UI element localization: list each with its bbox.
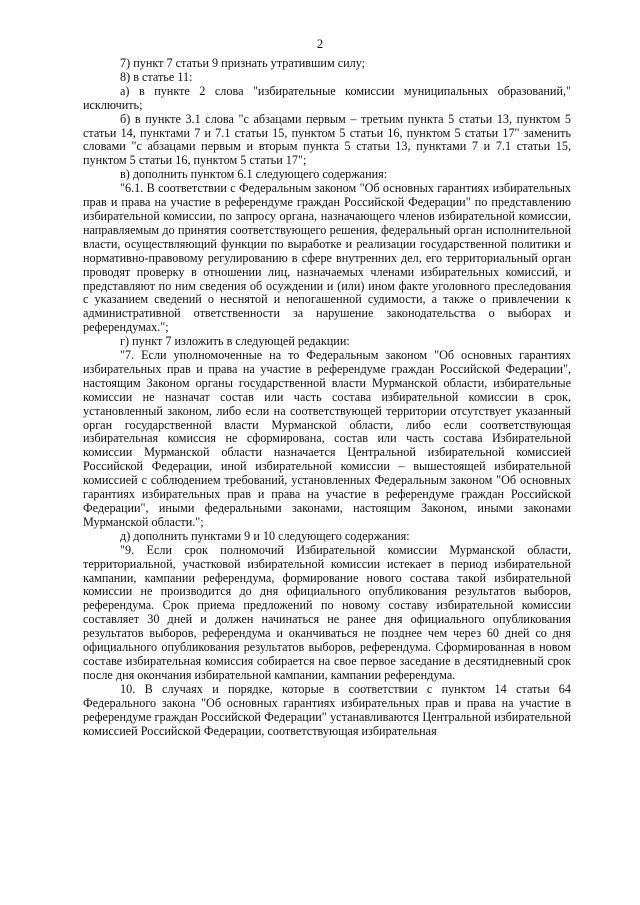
paragraph: д) дополнить пунктами 9 и 10 следующего содержания:: [120, 528, 410, 543]
paragraph: "7. Если уполномоченные на то Федеральным законом "Об основных гарантиях избирательных прав и права на участие в референдуме граждан Российской Федерации", настоящим Законом органы государственной власти Мурманской области, избирательные комиссии не назначат состав или часть состава избирательной комиссии в срок, установленный законом, либо если на соответствующей территории отсутствует указанный орган государственной власти Мурманской области, либо если соответствующая избирательная комиссия не сформирована, состав или часть состава Избирательной комиссии Мурманской области назначается Центральной избирательной комиссией Российской Федерации, иной избирательной комиссии – вышестоящей избирательной комиссией с соблюдением требований, установленных Федеральным законом "Об основных гарантиях избирательных прав и права на участие в референдуме граждан Российской Федерации", иными федеральными законами, настоящим Законом, иными законами Мурманской области.";: [83, 348, 571, 529]
paragraph: "6.1. В соответствии с Федеральным законом "Об основных гарантиях избирательных прав и права на участие в референдуме граждан Российской Федерации" по представлению избирательной комиссии, по запросу органа, назначающего членов избирательной комиссии, направляемым до принятия соответствующего решения, федеральный орган исполнительной власти, осуществляющий функции по выработке и реализации государственной политики и нормативно-правовому регулированию в сфере внутренних дел, его территориальный орган проводят проверку в отношении лиц, назначаемых членами избирательных комиссий, и представляют по ним сведения об осуждении и (или) ином факте уголовного преследования с указанием сведений о неснятой и непогашенной судимости, а также о привлечении к административной ответственности за нарушение законодательства о выборах и референдумах.";: [83, 181, 571, 335]
paragraph: 10. В случаях и порядке, которые в соответствии с пунктом 14 статьи 64 Федерального закона "Об основных гарантиях избирательных прав и права на участие в референдуме граждан Российской Федерации" устанавливаются Центральной избирательной комиссией Российской Федерации, соответствующая избирательная: [83, 681, 571, 738]
page-number: 2: [316, 37, 324, 51]
paragraph: 7) пункт 7 статьи 9 признать утратившим силу;: [120, 56, 366, 70]
paragraph: 8) в статье 11:: [120, 69, 193, 84]
paragraph: б) в пункте 3.1 слова "с абзацами первым – третьим пункта 5 статьи 13, пунктом 5 статьи 14, пунктами 7 и 7.1 статьи 15, пунктом 5 статьи 16, пунктом 5 статьи 17" заменить словами "с абзацами первым и вторым пункта 5 статьи 13, пунктами 7 и 7.1 статьи 15, пунктом 5 статьи 16, пунктом 5 статьи 17";: [83, 111, 571, 168]
paragraph: г) пункт 7 изложить в следующей редакции:: [120, 334, 350, 349]
paragraph: в) дополнить пунктом 6.1 следующего содержания:: [120, 167, 388, 182]
paragraph: "9. Если срок полномочий Избирательной комиссии Мурманской области, территориальной, участковой избирательной комиссии истекает в период избирательной кампании, кампании референдума, формирование нового состава такой избирательной комиссии не производится до дня официального опубликования результатов выборов, референдума. Срок приема предложений по новому составу избирательной комиссии составляет 30 дней и должен начинаться не ранее дня официального опубликования результатов выборов, референдума и оканчиваться не позднее чем через 60 дней со дня официального опубликования результатов выборов, референдума. Сформированная в новом составе избирательная комиссия собирается на свое первое заседание в десятидневный срок после дня окончания избирательной кампании, кампании референдума.: [83, 542, 571, 682]
document-body: [83, 57, 571, 738]
paragraph: а) в пункте 2 слова "избирательные комиссии муниципальных образований," исключить;: [83, 83, 571, 112]
